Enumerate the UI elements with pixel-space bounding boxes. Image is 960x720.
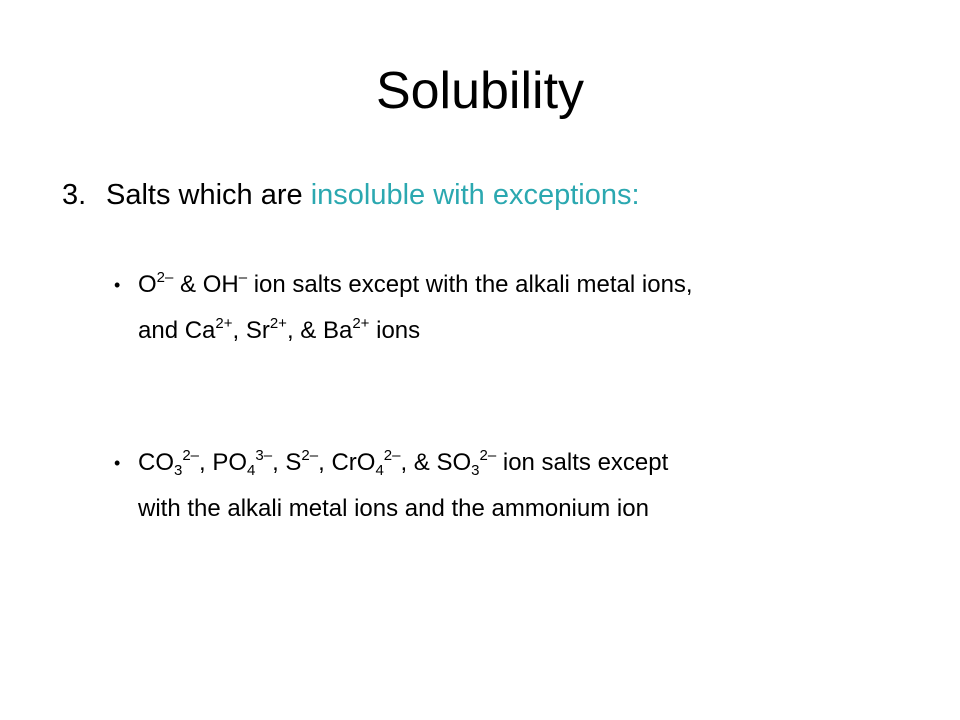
phosphate-subscript: 4	[247, 462, 256, 479]
sulfide-charge: 2–	[301, 447, 319, 464]
list-number: 3.	[62, 179, 87, 211]
strontium-symbol: , Sr	[232, 317, 270, 344]
barium-symbol: , & Ba	[286, 317, 353, 344]
bullet-polyatomic-anions	[114, 440, 878, 532]
sulfite-symbol: , & SO	[400, 449, 472, 476]
chromate-subscript: 4	[375, 462, 384, 479]
bullet-line-2	[138, 486, 878, 532]
bullet-dot: •	[114, 275, 121, 295]
hydroxide-symbol: & OH	[173, 271, 239, 298]
oxide-charge: 2–	[156, 269, 174, 286]
heading-highlight: insoluble with exceptions:	[310, 179, 640, 211]
carbonate-charge: 2–	[182, 447, 200, 464]
bullet-oxide-hydroxide	[114, 262, 878, 354]
chromate-symbol: , CrO	[318, 449, 376, 476]
oxide-symbol: O	[138, 271, 157, 298]
bullet-text: ions	[369, 317, 421, 344]
heading-text: Salts which are	[106, 179, 311, 211]
bullet-line-2	[138, 308, 878, 354]
chromate-charge: 2–	[383, 447, 401, 464]
strontium-charge: 2+	[269, 315, 287, 332]
phosphate-charge: 3–	[255, 447, 273, 464]
bullet-text: and Ca	[138, 317, 216, 344]
hydroxide-charge: –	[238, 269, 248, 286]
bullet-text: with the alkali metal ions and the ammonium ion	[138, 495, 649, 522]
carbonate-symbol: CO	[138, 449, 174, 476]
list-heading	[62, 175, 640, 215]
sulfite-charge: 2–	[479, 447, 497, 464]
bullet-line-1	[138, 440, 878, 486]
phosphate-symbol: , PO	[199, 449, 248, 476]
bullet-dot: •	[114, 453, 121, 473]
bullet-line-1	[138, 262, 878, 308]
sulfite-subscript: 3	[471, 462, 480, 479]
calcium-charge: 2+	[215, 315, 233, 332]
barium-charge: 2+	[352, 315, 370, 332]
slide-title: Solubility	[375, 62, 585, 120]
bullet-text: ion salts except with the alkali metal ions,	[247, 271, 693, 298]
bullet-text: ion salts except	[496, 449, 669, 476]
sulfide-symbol: , S	[272, 449, 302, 476]
carbonate-subscript: 3	[174, 462, 183, 479]
